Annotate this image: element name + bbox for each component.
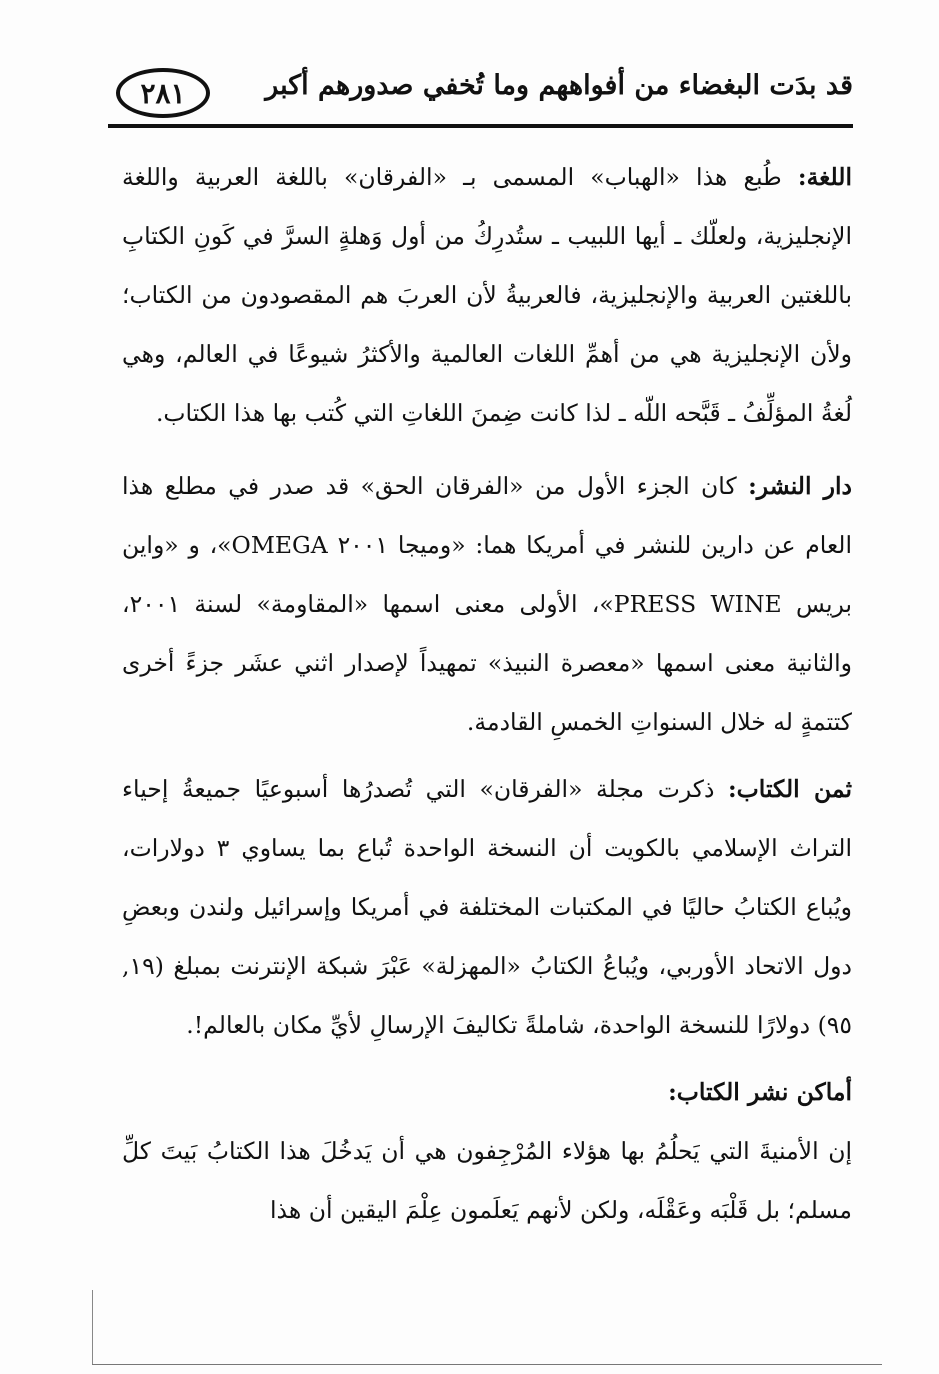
page-body <box>122 148 852 1240</box>
page-header <box>108 64 853 126</box>
paragraph-language <box>122 148 852 443</box>
footer-rule <box>92 1364 882 1365</box>
section-heading-places <box>122 1063 852 1122</box>
paragraph-language-text: طُبع هذا «الهباب» المسمى بـ «الفرقان» باللغة العربية واللغة الإنجليزية، ولعلّك ـ أيها اللبيب ـ ستُدرِكُ من أول وَهلةٍ السرَّ في كَونِ الكتابِ باللغتين العربية والإنجليزية، فالعربيةُ لأن العربَ هم المقصودون من الكتاب؛ ولأن الإنجليزية هي من أهمِّ اللغات العالمية والأكثرُ شيوعًا في العالم، وهي لُغةُ المؤلِّفُ ـ قَبَّحه اللّه ـ لذا كانت ضِمنَ اللغاتِ التي كُتب بها هذا الكتاب. <box>122 163 852 427</box>
paragraph-publisher <box>122 457 852 752</box>
lead-publisher: دار النشر: <box>748 472 852 500</box>
page-number: ٢٨١ <box>116 68 210 118</box>
lead-price: ثمن الكتاب: <box>728 775 852 803</box>
press-wine-label: PRESS WINE <box>613 590 782 618</box>
paragraph-price <box>122 760 852 1055</box>
paragraph-publisher-text-2: »، و «واين بريس <box>122 531 853 618</box>
paragraph-places-text: إن الأمنيةَ التي يَحلُمُ بها هؤلاء المُرْجِفون هي أن يَدخُلَ هذا الكتابُ بَيتَ كلِّ مسلم؛ بل قَلْبَه وعَقْلَه، ولكن لأنهم يَعلَمون عِلْمَ اليقين أن هذا <box>122 1137 852 1224</box>
page-edge-line <box>92 1290 93 1364</box>
paragraph-price-text: ذكرت مجلة «الفرقان» التي تُصدرُها أسبوعيًا جميعةُ إحياء التراث الإسلامي بالكويت أن النسخة الواحدة تُباع بما يساوي ٣ دولارات، ويُباع الكتابُ حاليًا في المكتبات المختلفة في أمريكا وإسرائيل ولندن وبعضِ دول الاتحاد الأوربي، ويُباعُ الكتابُ «المهزلة» عَبْرَ شبكة الإنترنت بمبلغ (١٩, ٩٥) دولارًا للنسخة الواحدة، شاملةً تكاليفَ الإرسالِ لأيِّ مكان بالعالم!. <box>122 775 852 1039</box>
paragraph-publisher-text-3: »، الأولى معنى اسمها «المقاومة» لسنة ٢٠٠١، والثانية معنى اسمها «معصرة النبيذ» تمهيداً لإصدار اثني عشَر جزءً أخرى كتتمةٍ له خلال السنواتِ الخمسِ القادمة. <box>122 590 852 736</box>
header-rule <box>108 124 853 128</box>
paragraph-publisher-text-1: كان الجزء الأول من «الفرقان الحق» قد صدر في مطلع هذا العام عن دارين للنشر في أمريكا هما: «وميجا ٢٠٠١ <box>122 472 852 559</box>
paragraph-places <box>122 1122 852 1240</box>
running-title: قد بدَت البغضاء من أفواههم وما تُخفي صدورهم أكبر <box>265 70 853 101</box>
lead-language: اللغة: <box>797 163 852 191</box>
heading-places: أماكن نشر الكتاب: <box>668 1078 852 1106</box>
omega-label: OMEGA <box>231 531 328 559</box>
